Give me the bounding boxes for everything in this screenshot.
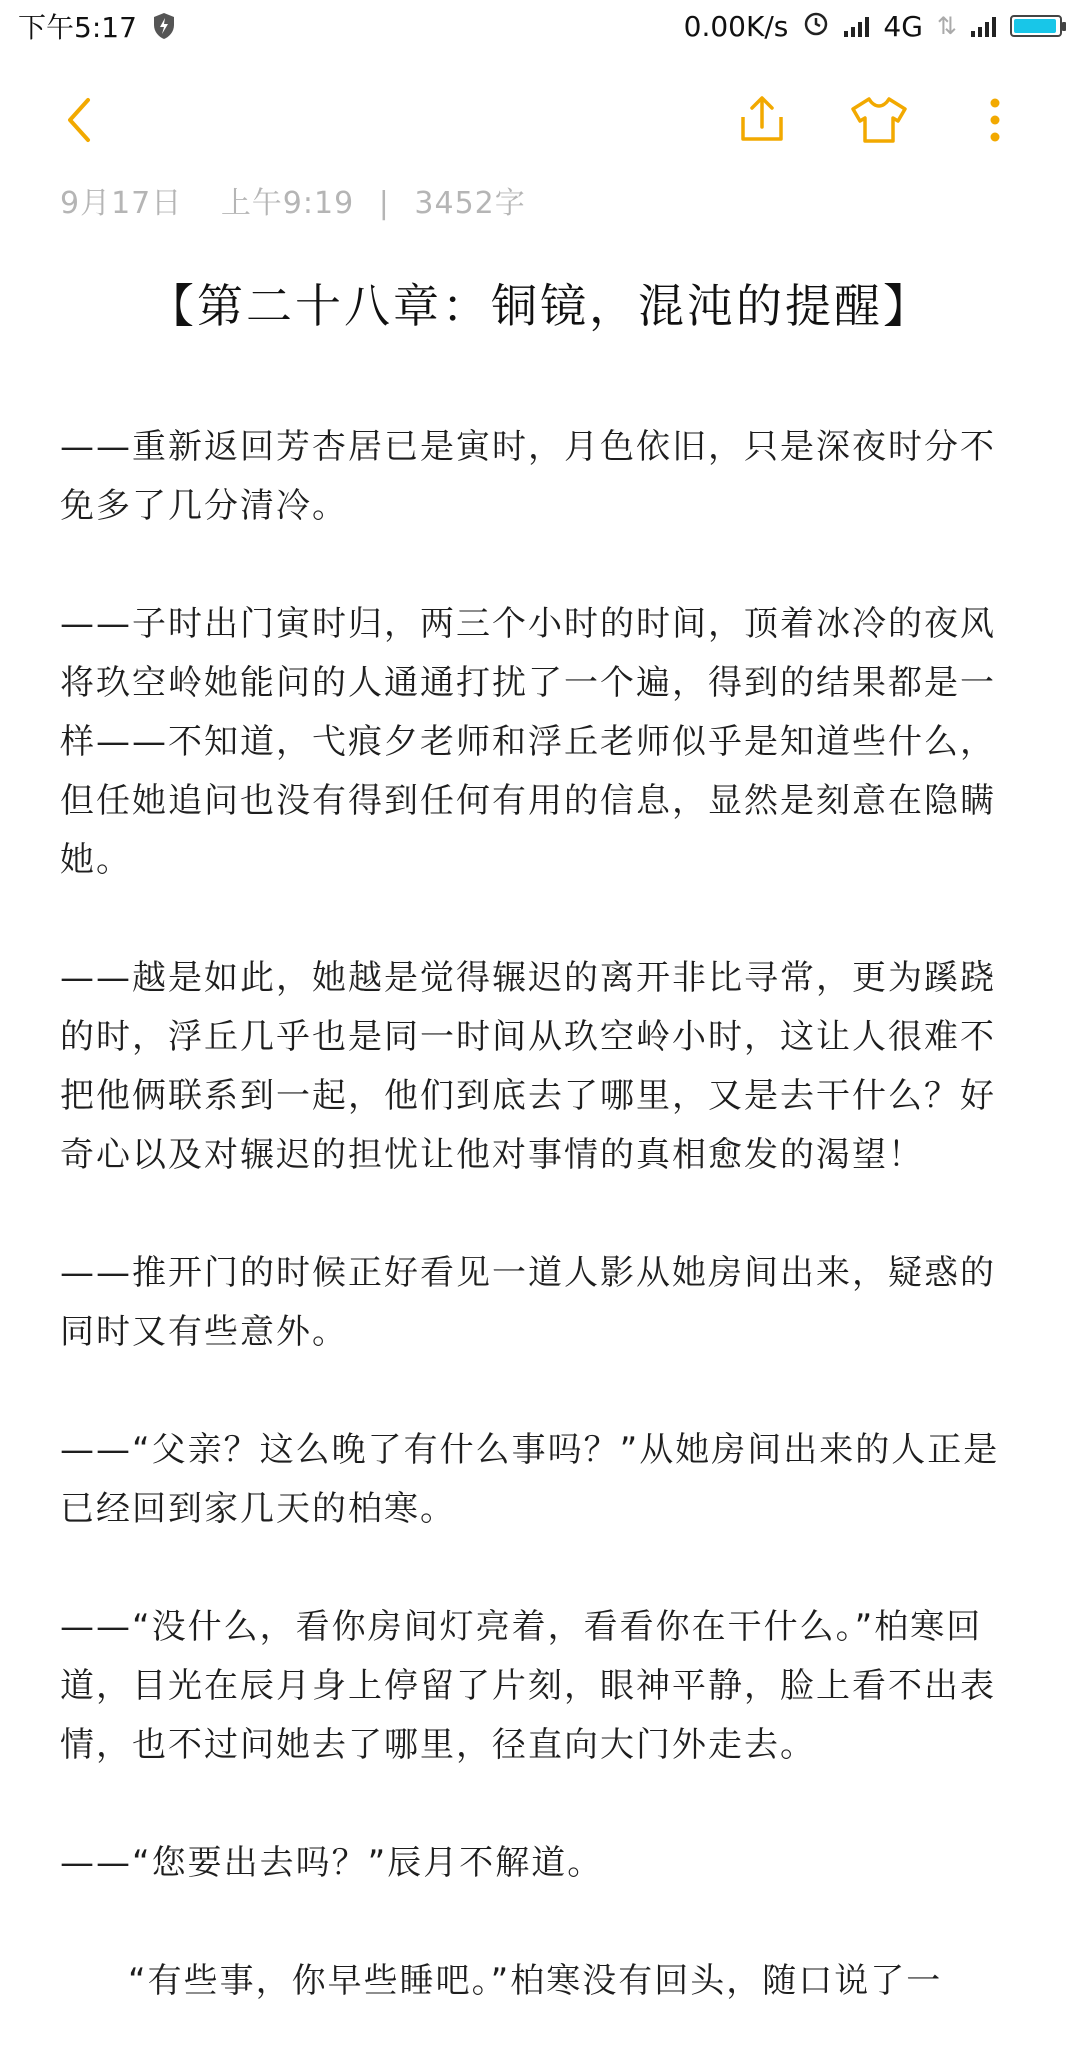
theme-button[interactable] [839, 80, 919, 160]
shield-icon [151, 11, 177, 41]
paragraph: ——重新返回芳杏居已是寅时，月色依旧，只是深夜时分不免多了几分清冷。 [60, 427, 996, 526]
note-time: 上午9:19 [220, 186, 355, 221]
network-speed: 0.00K/s [683, 9, 789, 43]
status-bar [0, 0, 1080, 52]
status-right [684, 9, 1062, 44]
paragraph: ——“您要出去吗？”辰月不解道。 [60, 1843, 604, 1883]
battery-level [1014, 19, 1056, 33]
paragraph: ——越是如此，她越是觉得辗迟的离开非比寻常，更为蹊跷的时，浮丘几乎也是同一时间从玖空岭小时，这让人很难不把他俩联系到一起，他们到底去了哪里，又是去干什么？好奇心以及对辗迟的担忧让他对事情的真相愈发的渴望！ [60, 958, 996, 1175]
status-left [18, 6, 177, 46]
paragraph: ——子时出门寅时归，两三个小时的时间，顶着冰冷的夜风将玖空岭她能问的人通通打扰了一个遍，得到的结果都是一样——不知道，弋痕夕老师和浮丘老师似乎是知道些什么，但任她追问也没有得到任何有用的信息，显然是刻意在隐瞒她。 [60, 604, 996, 880]
note-meta [60, 178, 526, 222]
toolbar [0, 80, 1080, 160]
signal-icon [844, 15, 869, 37]
battery-icon [1010, 15, 1062, 37]
paragraph: ——“没什么，看你房间灯亮着，看看你在干什么。”柏寒回道，目光在辰月身上停留了片刻，眼神平静，脸上看不出表情，也不过问她去了哪里，径直向大门外走去。 [60, 1607, 996, 1765]
signal-icon-2 [971, 15, 996, 37]
share-icon [737, 95, 787, 145]
back-button[interactable] [40, 80, 120, 160]
network-type: 4G [883, 9, 923, 43]
paragraph: “有些事，你早些睡吧。”柏寒没有回头，随口说了一 [128, 1961, 943, 2001]
alarm-icon [802, 9, 830, 44]
more-vertical-icon [989, 97, 1001, 143]
chevron-left-icon [60, 96, 100, 144]
paragraph: ——推开门的时候正好看见一道人影从她房间出来，疑惑的同时又有些意外。 [60, 1253, 996, 1352]
tshirt-icon [849, 95, 909, 145]
note-body[interactable] [60, 418, 1020, 2070]
paragraph: ——“父亲？这么晚了有什么事吗？”从她房间出来的人正是已经回到家几天的柏寒。 [60, 1430, 1000, 1529]
meta-separator: | [378, 186, 390, 221]
status-time: 下午5:17 [18, 11, 137, 44]
share-button[interactable] [722, 80, 802, 160]
data-transfer-icon: ⇅ [936, 12, 957, 40]
word-count: 3452字 [414, 186, 526, 221]
note-date: 9月17日 [60, 186, 183, 221]
more-button[interactable] [955, 80, 1035, 160]
note-title[interactable]: 【第二十八章：铜镜，混沌的提醒】 [148, 279, 932, 333]
